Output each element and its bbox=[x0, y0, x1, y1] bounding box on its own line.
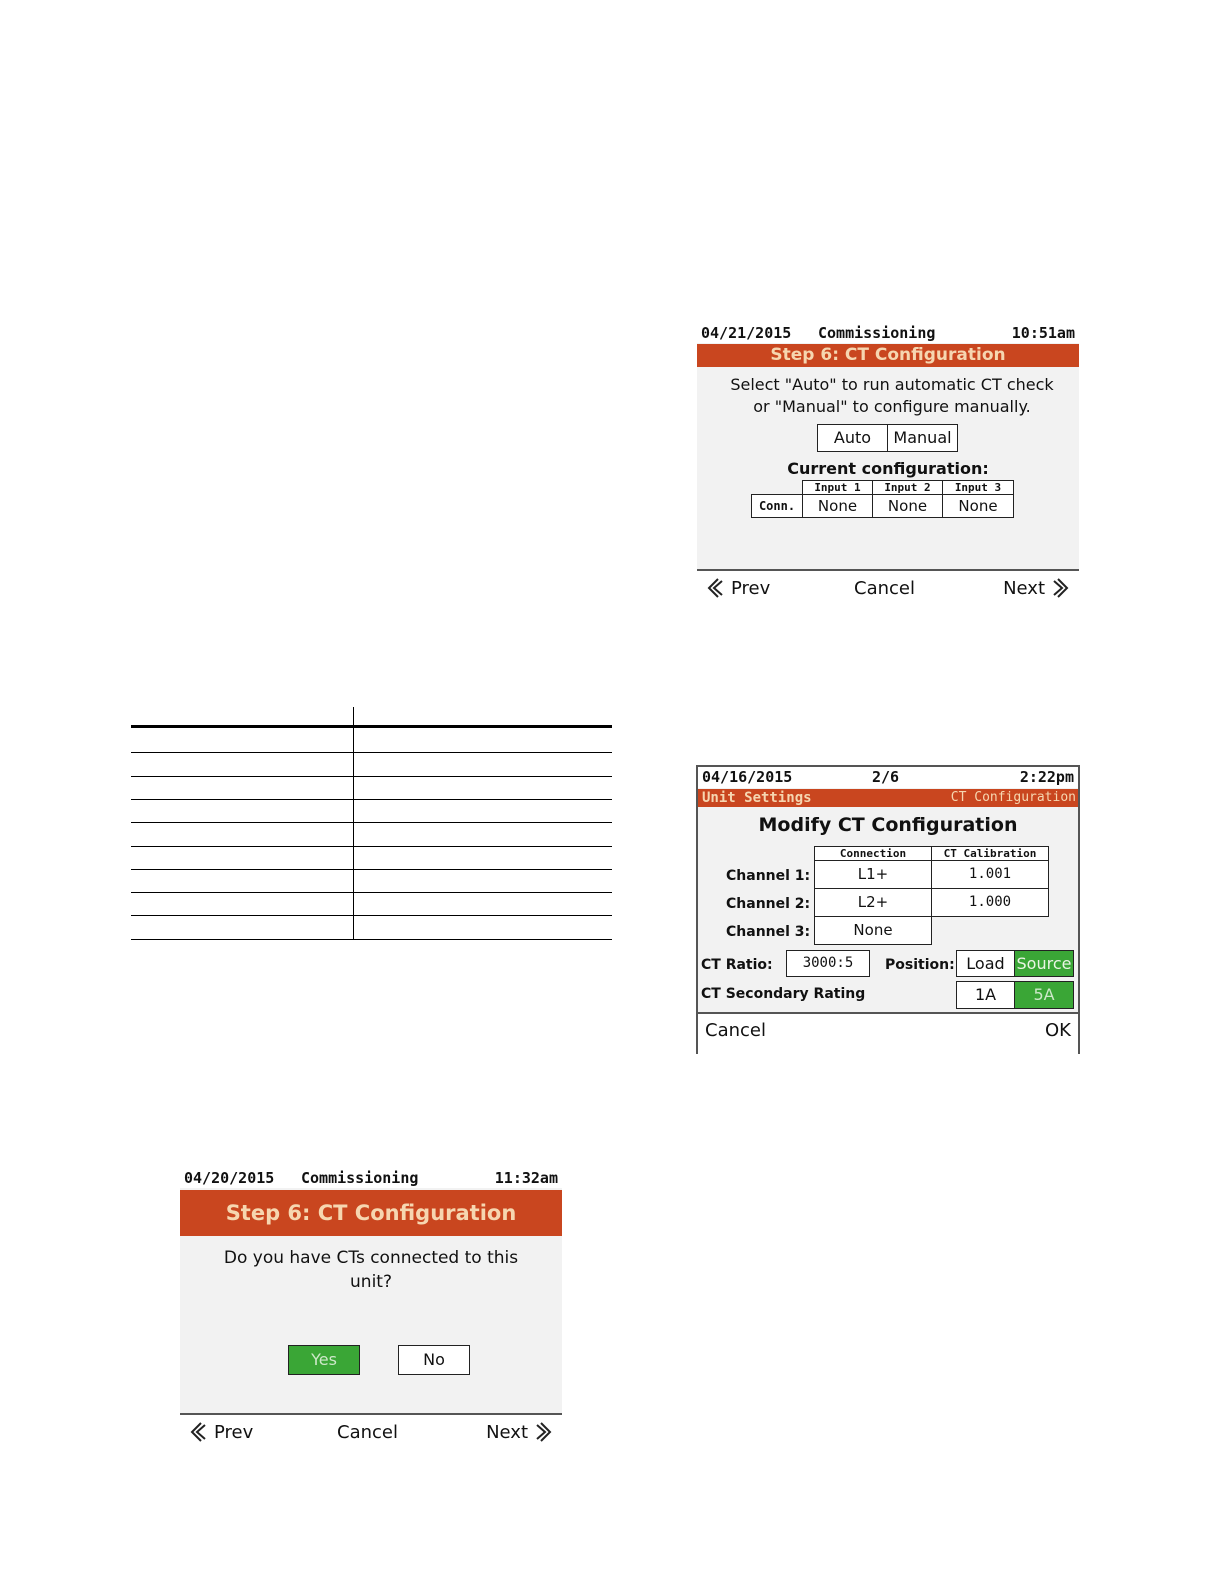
channel-3-connection[interactable]: None bbox=[814, 916, 932, 945]
secondary-5a-button[interactable]: 5A bbox=[1014, 981, 1074, 1009]
nav-bar bbox=[697, 569, 1079, 608]
instruction-line-1: Select "Auto" to run automatic CT check bbox=[730, 375, 1054, 394]
section-label: Unit Settings bbox=[702, 790, 812, 806]
input-2-value: None bbox=[872, 494, 943, 518]
next-label: Next bbox=[486, 1421, 528, 1443]
table-row bbox=[131, 776, 612, 777]
column-header-calibration: CT Calibration bbox=[931, 846, 1049, 861]
nav-bar bbox=[698, 1012, 1078, 1054]
position-label: Position: bbox=[885, 957, 955, 973]
prev-label: Prev bbox=[731, 577, 771, 599]
yes-button[interactable]: Yes bbox=[288, 1345, 360, 1375]
section-bar bbox=[698, 789, 1078, 807]
current-config-label: Current configuration: bbox=[787, 459, 989, 478]
nav-bar bbox=[180, 1413, 562, 1452]
table-row bbox=[131, 939, 612, 940]
column-header-input-2: Input 2 bbox=[872, 480, 943, 495]
channel-2-connection[interactable]: L2+ bbox=[814, 888, 932, 917]
prev-button[interactable] bbox=[188, 1421, 253, 1443]
channel-1-label: Channel 1: bbox=[726, 868, 811, 884]
input-1-value: None bbox=[802, 494, 873, 518]
ct-secondary-label: CT Secondary Rating bbox=[701, 986, 866, 1002]
no-button[interactable]: No bbox=[398, 1345, 470, 1375]
auto-button[interactable]: Auto bbox=[817, 424, 888, 452]
status-bar bbox=[698, 767, 1078, 788]
table-row bbox=[131, 752, 612, 753]
question-line-1: Do you have CTs connected to this bbox=[223, 1248, 519, 1268]
time-display: 2:22pm bbox=[1019, 768, 1074, 786]
date-display: 04/16/2015 bbox=[702, 768, 793, 786]
page-title: Modify CT Configuration bbox=[758, 814, 1018, 836]
table-row bbox=[131, 915, 612, 916]
chevron-right-icon bbox=[1051, 577, 1071, 599]
table-column-divider bbox=[353, 707, 354, 940]
column-header-input-1: Input 1 bbox=[802, 480, 873, 495]
question-line-2: unit? bbox=[350, 1272, 392, 1292]
chevron-left-icon bbox=[188, 1421, 208, 1443]
next-button[interactable] bbox=[1003, 577, 1071, 599]
table-header-rule bbox=[131, 725, 612, 728]
table-row bbox=[131, 846, 612, 847]
chevron-left-icon bbox=[705, 577, 725, 599]
table-row bbox=[131, 822, 612, 823]
ct-ratio-label: CT Ratio: bbox=[701, 957, 773, 973]
next-label: Next bbox=[1003, 577, 1045, 599]
position-load-button[interactable]: Load bbox=[956, 950, 1015, 977]
ct-question-screen bbox=[180, 1168, 562, 1452]
position-source-button[interactable]: Source bbox=[1014, 950, 1074, 977]
date-display: 04/21/2015 bbox=[701, 324, 792, 342]
page-indicator: 2/6 bbox=[872, 768, 900, 786]
cancel-button[interactable]: Cancel bbox=[854, 577, 915, 599]
status-bar bbox=[180, 1168, 562, 1188]
mode-display: Commissioning bbox=[301, 1169, 419, 1187]
column-header-connection: Connection bbox=[814, 846, 932, 861]
cancel-button[interactable]: Cancel bbox=[337, 1421, 398, 1443]
modify-ct-screen bbox=[696, 765, 1080, 1054]
channel-2-calibration[interactable]: 1.000 bbox=[931, 888, 1049, 917]
auto-manual-screen bbox=[697, 323, 1079, 608]
chevron-right-icon bbox=[534, 1421, 554, 1443]
date-display: 04/20/2015 bbox=[184, 1169, 275, 1187]
instruction-line-2: or "Manual" to configure manually. bbox=[753, 397, 1031, 416]
page-title: Step 6: CT Configuration bbox=[180, 1190, 562, 1236]
time-display: 11:32am bbox=[494, 1169, 558, 1187]
next-button[interactable] bbox=[486, 1421, 554, 1443]
cancel-button[interactable]: Cancel bbox=[705, 1020, 766, 1041]
prev-label: Prev bbox=[214, 1421, 254, 1443]
row-label-conn: Conn. bbox=[751, 494, 803, 518]
input-3-value: None bbox=[942, 494, 1014, 518]
subsection-label: CT Configuration bbox=[950, 790, 1076, 805]
time-display: 10:51am bbox=[1011, 324, 1075, 342]
channel-1-connection[interactable]: L1+ bbox=[814, 860, 932, 889]
mode-display: Commissioning bbox=[818, 324, 936, 342]
ct-ratio-input[interactable]: 3000:5 bbox=[786, 950, 870, 977]
page-title: Step 6: CT Configuration bbox=[697, 344, 1079, 367]
table-row bbox=[131, 799, 612, 800]
table-row bbox=[131, 892, 612, 893]
channel-1-calibration[interactable]: 1.001 bbox=[931, 860, 1049, 889]
prev-button[interactable] bbox=[705, 577, 770, 599]
table-row bbox=[131, 869, 612, 870]
secondary-1a-button[interactable]: 1A bbox=[956, 981, 1015, 1009]
ok-button[interactable]: OK bbox=[1045, 1020, 1071, 1041]
column-header-input-3: Input 3 bbox=[942, 480, 1014, 495]
channel-2-label: Channel 2: bbox=[726, 896, 811, 912]
manual-button[interactable]: Manual bbox=[887, 424, 958, 452]
status-bar bbox=[697, 323, 1079, 343]
channel-3-label: Channel 3: bbox=[726, 924, 811, 940]
